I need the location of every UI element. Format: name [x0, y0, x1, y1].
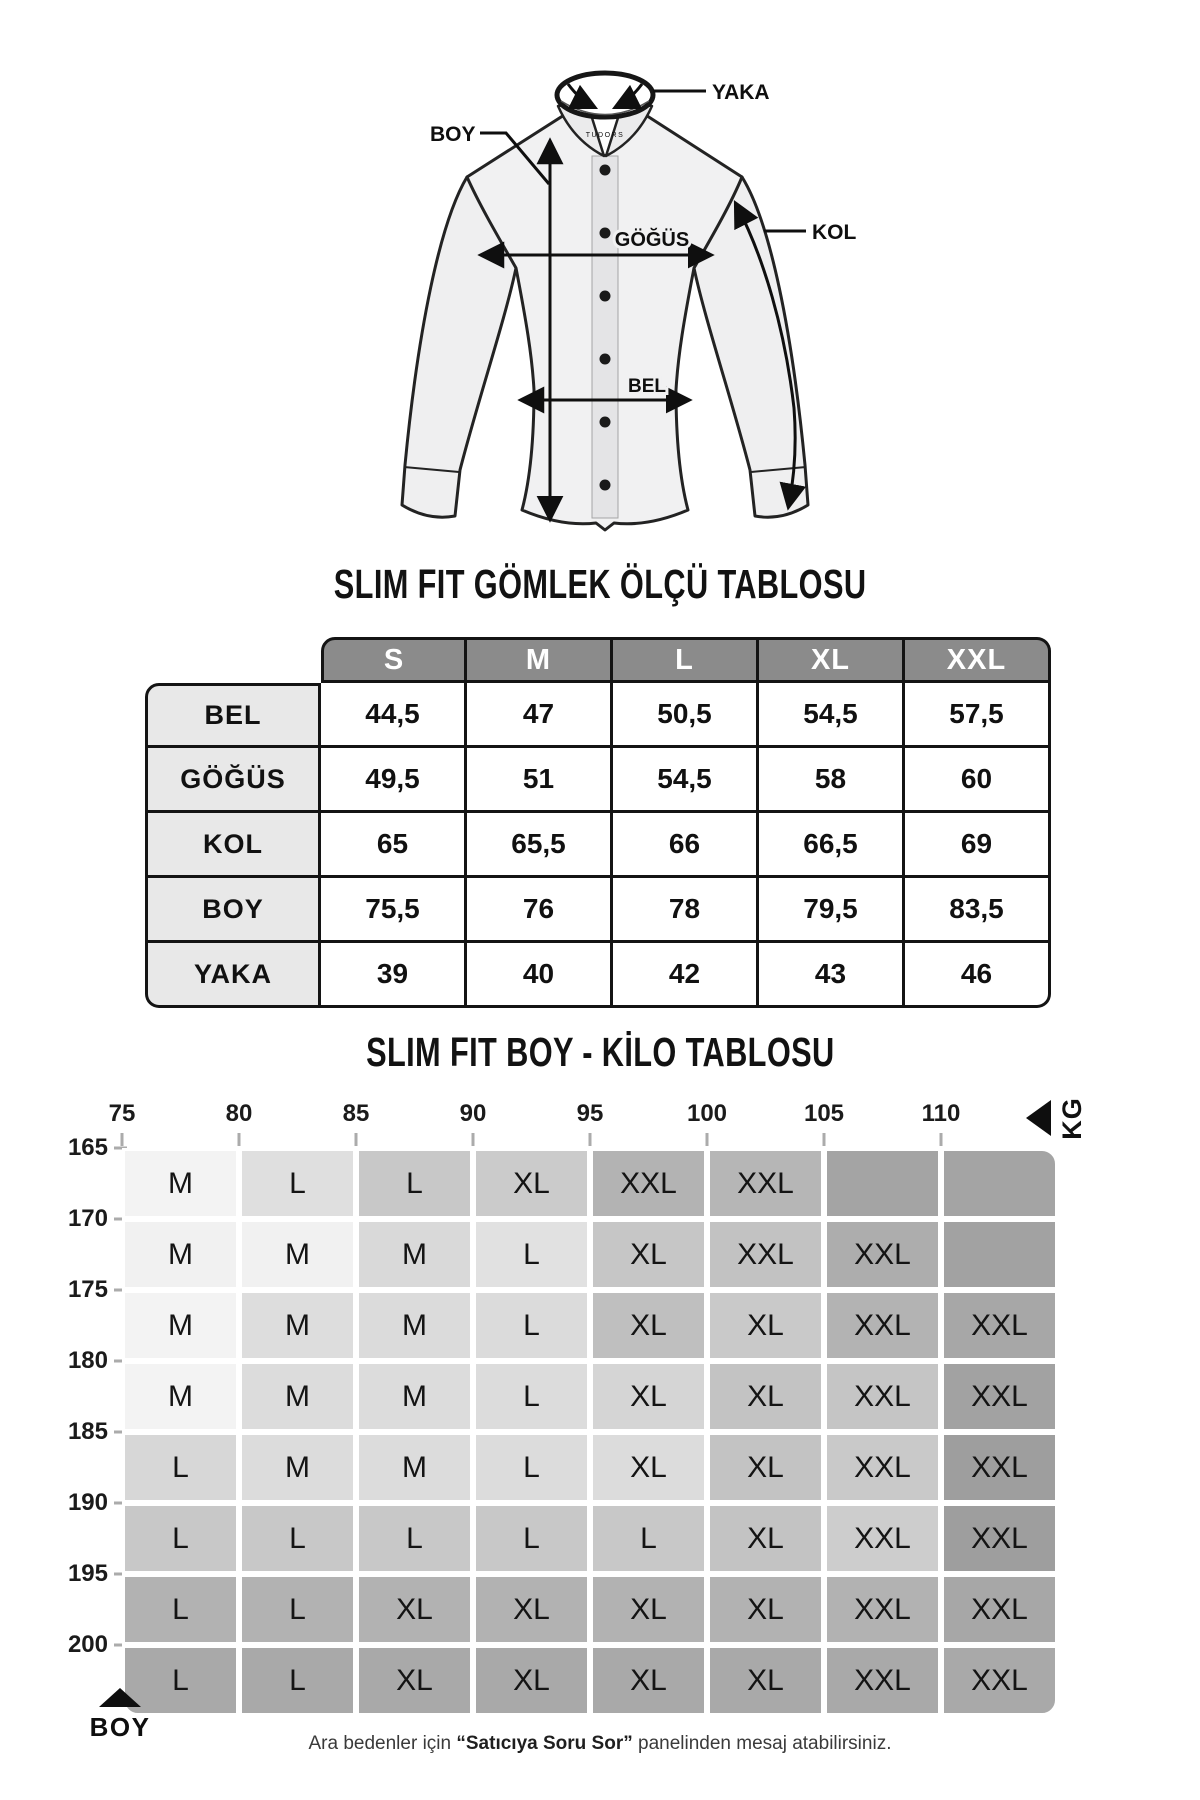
weight-cell: XXL	[941, 1645, 1058, 1716]
height-axis-label: 180	[67, 1347, 108, 1374]
weight-cell: M	[239, 1219, 356, 1290]
weight-cell: M	[239, 1290, 356, 1361]
size-row-label: KOL	[145, 813, 321, 878]
weight-chart-title-text: SLIM FIT BOY - KİLO TABLOSU	[365, 1029, 835, 1075]
size-cell: 54,5	[613, 748, 759, 813]
size-table-row	[145, 683, 1051, 748]
size-col-header: XXL	[905, 637, 1051, 683]
weight-cell: XL	[590, 1432, 707, 1503]
weight-cell	[941, 1148, 1058, 1219]
shirt-diagram	[0, 0, 1200, 560]
size-table	[145, 637, 1051, 1008]
weight-cell: XXL	[941, 1503, 1058, 1574]
weight-cell: XXL	[941, 1290, 1058, 1361]
size-cell: 75,5	[321, 878, 467, 943]
size-cell: 66	[613, 813, 759, 878]
kg-axis-marker	[1026, 1096, 1094, 1140]
shirt-body	[467, 103, 742, 530]
weight-cell: XL	[707, 1645, 824, 1716]
shirt-placket	[592, 156, 618, 518]
size-cell: 51	[467, 748, 613, 813]
size-table-title	[0, 561, 1200, 608]
size-cell: 58	[759, 748, 905, 813]
size-row-label: BOY	[145, 878, 321, 943]
footer-note-pre: Ara bedenler için	[308, 1733, 457, 1754]
weight-cell: M	[122, 1361, 239, 1432]
size-row-label: BEL	[145, 683, 321, 748]
footer-note-quote: “Satıcıya Soru Sor”	[456, 1733, 633, 1754]
size-cell: 54,5	[759, 683, 905, 748]
collar-outline	[557, 73, 653, 117]
weight-cell: M	[356, 1361, 473, 1432]
kg-axis-label: 90	[459, 1100, 487, 1127]
weight-cell: M	[122, 1148, 239, 1219]
weight-cell: XL	[707, 1503, 824, 1574]
kg-axis-tick	[238, 1133, 241, 1146]
height-axis-label: 195	[67, 1560, 108, 1587]
weight-cell: L	[473, 1290, 590, 1361]
weight-cell: XL	[356, 1645, 473, 1716]
height-axis-label: 175	[67, 1276, 108, 1303]
size-cell: 44,5	[321, 683, 467, 748]
weight-cell: XXL	[941, 1432, 1058, 1503]
brand-label: TUDORS	[585, 132, 625, 139]
size-cell: 50,5	[613, 683, 759, 748]
size-row-label: YAKA	[145, 943, 321, 1008]
weight-cell: L	[122, 1645, 239, 1716]
kg-axis-tick	[355, 1133, 358, 1146]
size-cell: 46	[905, 943, 1051, 1008]
weight-cell: XL	[707, 1574, 824, 1645]
gogus-label: GÖĞÜS	[614, 229, 690, 251]
weight-cell: M	[356, 1290, 473, 1361]
weight-cell: XXL	[941, 1574, 1058, 1645]
height-axis-label: 190	[67, 1489, 108, 1516]
size-table-row	[145, 943, 1051, 1008]
kg-axis-title: KG	[1056, 1096, 1087, 1140]
size-col-header: M	[467, 637, 613, 683]
size-cell: 57,5	[905, 683, 1051, 748]
weight-cell: L	[473, 1503, 590, 1574]
kg-axis-tick	[589, 1133, 592, 1146]
kg-axis-tick	[706, 1133, 709, 1146]
size-col-header: L	[613, 637, 759, 683]
size-cell: 60	[905, 748, 1051, 813]
boy-label: BOY	[430, 123, 476, 146]
height-axis-label: 165	[67, 1134, 108, 1161]
weight-cell: XL	[473, 1574, 590, 1645]
size-cell: 39	[321, 943, 467, 1008]
weight-cell: L	[356, 1148, 473, 1219]
weight-cell: XL	[590, 1219, 707, 1290]
kol-label: KOL	[812, 221, 857, 244]
weight-cell: XXL	[824, 1503, 941, 1574]
kg-axis-tick	[121, 1133, 124, 1146]
size-table-row	[145, 813, 1051, 878]
weight-height-grid	[122, 1148, 1058, 1716]
weight-cell: XXL	[824, 1219, 941, 1290]
footer-note-post: panelinden mesaj atabilirsiniz.	[632, 1733, 892, 1754]
weight-cell: L	[239, 1645, 356, 1716]
weight-cell: XL	[473, 1645, 590, 1716]
footer-note	[0, 1733, 1200, 1755]
height-axis-label: 200	[67, 1631, 108, 1658]
yaka-label: YAKA	[712, 81, 770, 104]
weight-cell: L	[356, 1503, 473, 1574]
kg-axis-label: 75	[108, 1100, 136, 1127]
size-cell: 65,5	[467, 813, 613, 878]
size-table-header-row	[145, 637, 1051, 683]
weight-cell: L	[122, 1503, 239, 1574]
weight-cell: L	[590, 1503, 707, 1574]
size-cell: 83,5	[905, 878, 1051, 943]
weight-cell: XL	[590, 1574, 707, 1645]
weight-cell: L	[239, 1503, 356, 1574]
weight-cell: XXL	[590, 1148, 707, 1219]
boy-arrow-icon	[99, 1688, 141, 1707]
size-row-label: GÖĞÜS	[145, 748, 321, 813]
size-cell: 76	[467, 878, 613, 943]
height-axis-label: 170	[67, 1205, 108, 1232]
size-cell: 43	[759, 943, 905, 1008]
weight-cell: M	[122, 1290, 239, 1361]
weight-cell: XXL	[707, 1219, 824, 1290]
weight-cell: XXL	[941, 1361, 1058, 1432]
weight-cell: XL	[707, 1432, 824, 1503]
kg-axis-label: 85	[342, 1100, 370, 1127]
size-cell: 49,5	[321, 748, 467, 813]
bel-label: BEL	[628, 376, 666, 397]
weight-cell: M	[356, 1432, 473, 1503]
size-cell: 65	[321, 813, 467, 878]
boy-axis-title: BOY	[89, 1712, 151, 1742]
weight-cell: L	[473, 1432, 590, 1503]
size-cell: 40	[467, 943, 613, 1008]
height-axis-label: 185	[67, 1418, 108, 1445]
weight-cell: XXL	[824, 1361, 941, 1432]
size-table-corner	[145, 637, 321, 683]
kg-axis-tick	[472, 1133, 475, 1146]
size-table-title-text: SLIM FIT GÖMLEK ÖLÇÜ TABLOSU	[333, 561, 867, 607]
weight-cell: L	[473, 1361, 590, 1432]
weight-cell: L	[473, 1219, 590, 1290]
weight-cell: L	[122, 1432, 239, 1503]
weight-cell: M	[122, 1219, 239, 1290]
weight-cell: M	[356, 1219, 473, 1290]
kg-axis-label: 105	[803, 1100, 845, 1127]
weight-cell: L	[239, 1574, 356, 1645]
kg-axis-label: 80	[225, 1100, 253, 1127]
size-cell: 47	[467, 683, 613, 748]
size-col-header: S	[321, 637, 467, 683]
weight-cell: XL	[707, 1290, 824, 1361]
weight-cell: XL	[356, 1574, 473, 1645]
size-cell: 66,5	[759, 813, 905, 878]
weight-cell: XL	[590, 1290, 707, 1361]
kg-axis-tick	[940, 1133, 943, 1146]
kg-axis-tick	[823, 1133, 826, 1146]
size-cell: 79,5	[759, 878, 905, 943]
weight-chart-title	[0, 1029, 1200, 1076]
size-col-header: XL	[759, 637, 905, 683]
weight-cell: XL	[590, 1361, 707, 1432]
weight-cell: XXL	[824, 1290, 941, 1361]
weight-cell: XXL	[707, 1148, 824, 1219]
size-table-row	[145, 748, 1051, 813]
kg-arrow-icon	[1026, 1100, 1051, 1136]
weight-cell: XXL	[824, 1645, 941, 1716]
weight-cell: XL	[590, 1645, 707, 1716]
kg-axis-label: 110	[921, 1100, 961, 1127]
size-cell: 42	[613, 943, 759, 1008]
weight-cell: M	[239, 1361, 356, 1432]
size-cell: 69	[905, 813, 1051, 878]
size-cell: 78	[613, 878, 759, 943]
weight-cell: XL	[707, 1361, 824, 1432]
kg-axis-label: 100	[686, 1100, 728, 1127]
weight-cell	[941, 1219, 1058, 1290]
weight-cell: L	[122, 1574, 239, 1645]
size-table-row	[145, 878, 1051, 943]
weight-cell: XL	[473, 1148, 590, 1219]
weight-cell: M	[239, 1432, 356, 1503]
weight-cell: L	[239, 1148, 356, 1219]
weight-cell: XXL	[824, 1574, 941, 1645]
kg-axis-label: 95	[576, 1100, 604, 1127]
weight-cell	[824, 1148, 941, 1219]
weight-cell: XXL	[824, 1432, 941, 1503]
